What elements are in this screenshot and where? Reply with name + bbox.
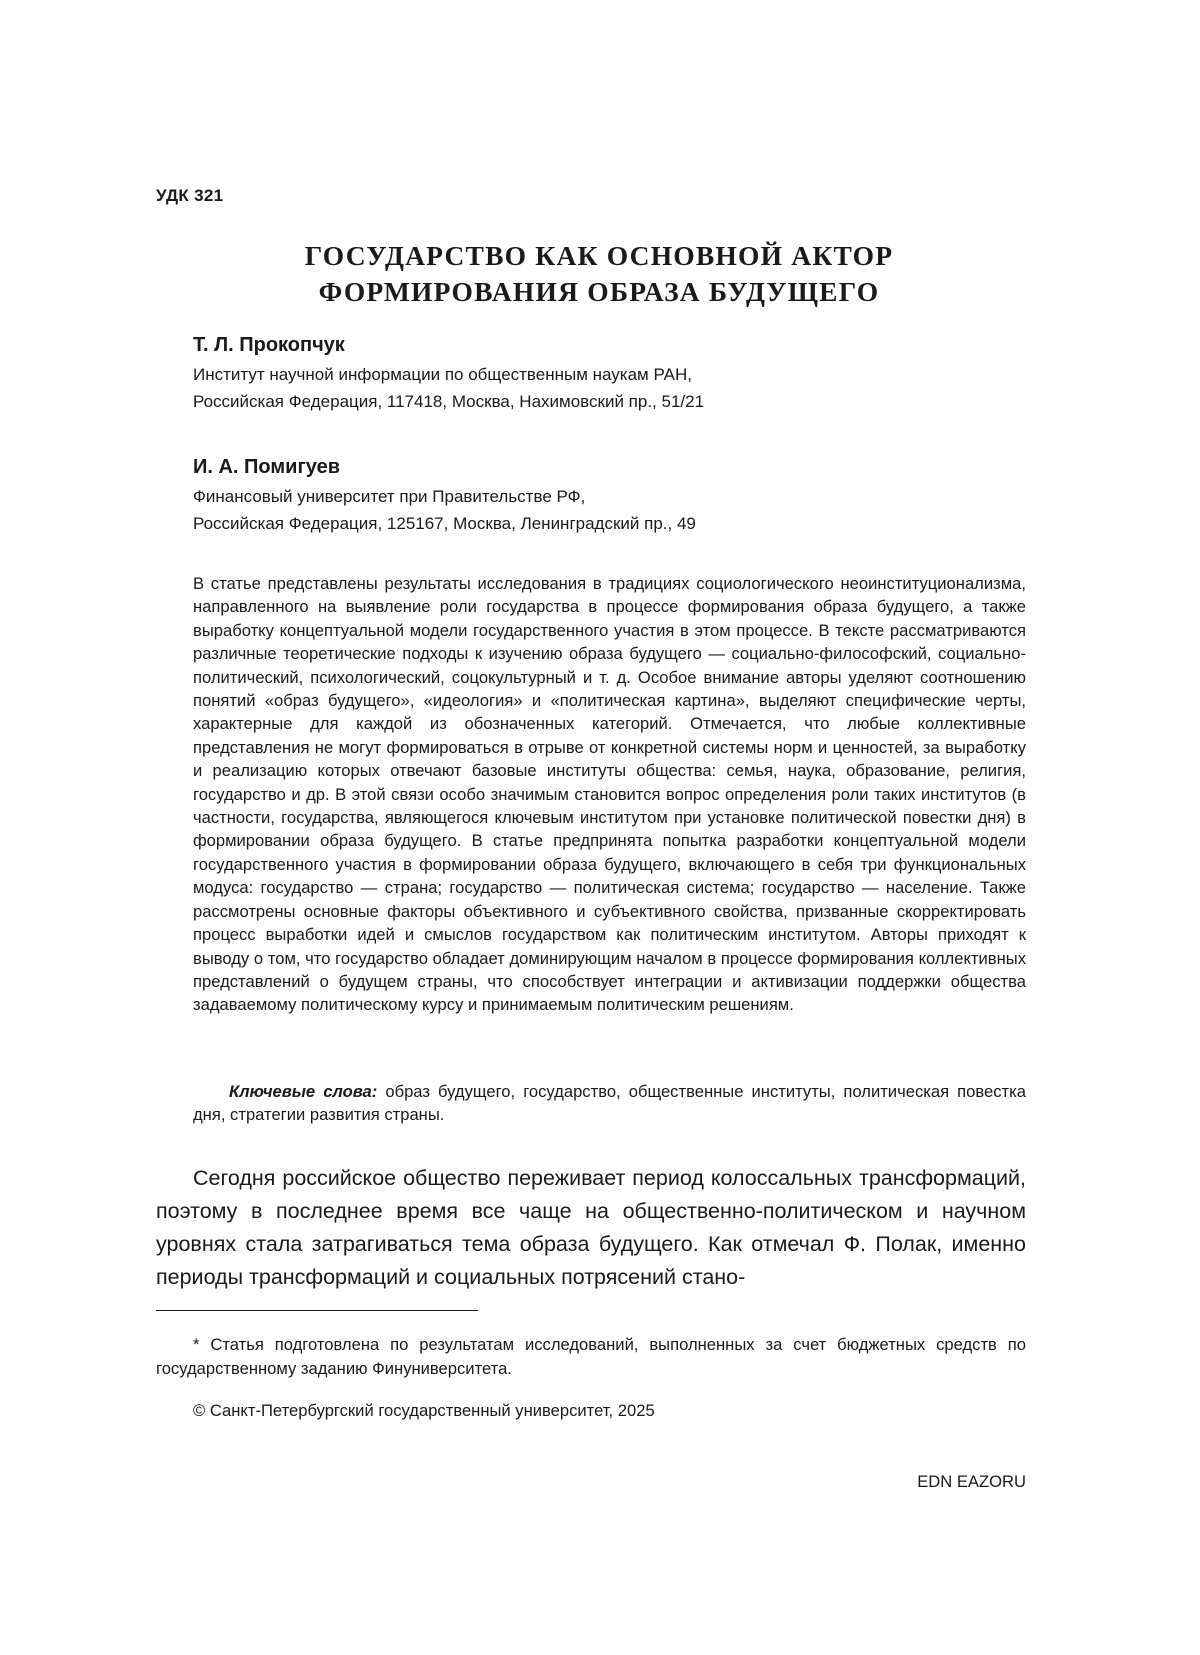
author-affiliation-2	[193, 483, 696, 537]
author-name-2: И. А. Помигуев	[193, 456, 341, 478]
footnote-divider	[156, 1310, 478, 1311]
udc-code: УДК 321	[156, 186, 224, 205]
footnote: * Статья подготовлена по результатам исследований, выполненных за счет бюджетных средств по государственному заданию Финуниверситета.	[156, 1335, 1026, 1378]
title-line-1: ГОСУДАРСТВО КАК ОСНОВНОЙ АКТОР	[304, 240, 894, 271]
keywords-text: образ будущего, государство, общественные институты, политическая повестка дня, стратегии развития страны.	[193, 1082, 1026, 1125]
affiliation-1-line-1: Институт научной информации по общественным наукам РАН,	[193, 365, 693, 384]
abstract: В статье представлены результаты исследования в традициях социологического неоинституционализма, направленного на выявление роли государства в процессе формирования образа будущего, а также выработку концептуальной модели государственного участия в этом процессе. В тексте рассматриваются различные теоретические подходы к изучению образа будущего — социально-философский, социально-политический, психологический, соцокультурный и т. д. Особое внимание авторы уделяют соотношению понятий «образ будущего», «идеология» и «политическая картина», выделяют специфические черты, характерные для каждой из обозначенных категорий. Отмечается, что любые коллективные представления не могут формироваться в отрыве от конкретной системы норм и ценностей, за выработку и реализацию которых отвечают базовые институты общества: семья, наука, образование, религия, государство и др. В этой связи особо значимым становится вопрос определения роли таких институтов (в частности, государства, являющегося ключевым институтом при установке политической повестки дня) в формировании образа будущего. В статье предпринята попытка разработки концептуальной модели государственного участия в формировании образа будущего, включающего в себя три функциональных модуса: государство — страна; государство — политическая система; государство — население. Также рассмотрены основные факторы объективного и субъективного свойства, призванные скорректировать процесс выработки идей и смыслов государством как политическим институтом. Авторы приходят к выводу о том, что государство обладает доминирующим началом в процессе формирования коллективных представлений о будущем страны, что способствует интеграции и активизации поддержки общества задаваемому политическому курсу и принимаемым политическим решениям.	[193, 574, 1026, 1015]
article-title	[156, 238, 1042, 310]
title-line-2: ФОРМИРОВАНИЯ ОБРАЗА БУДУЩЕГО	[318, 276, 880, 307]
affiliation-2-line-2: Российская Федерация, 125167, Москва, Ленинградский пр., 49	[193, 514, 696, 533]
author-name-1: Т. Л. Прокопчук	[193, 334, 345, 356]
author-affiliation-1	[193, 361, 704, 415]
keywords	[193, 1080, 1026, 1127]
body-paragraph: Сегодня российское общество переживает период колоссальных трансформаций, поэтому в последнее время все чаще на общественно-политическом и научном уровнях стала затрагиваться тема образа будущего. Как отмечал Ф. Полак, именно периоды трансформаций и социальных потрясений стано-	[156, 1166, 1026, 1289]
keywords-label: Ключевые слова:	[229, 1082, 378, 1101]
affiliation-2-line-1: Финансовый университет при Правительстве РФ,	[193, 487, 586, 506]
affiliation-1-line-2: Российская Федерация, 117418, Москва, Нахимовский пр., 51/21	[193, 392, 705, 411]
edn-code: EDN EAZORU	[917, 1472, 1026, 1491]
copyright: © Санкт-Петербургский государственный университет, 2025	[193, 1401, 655, 1420]
